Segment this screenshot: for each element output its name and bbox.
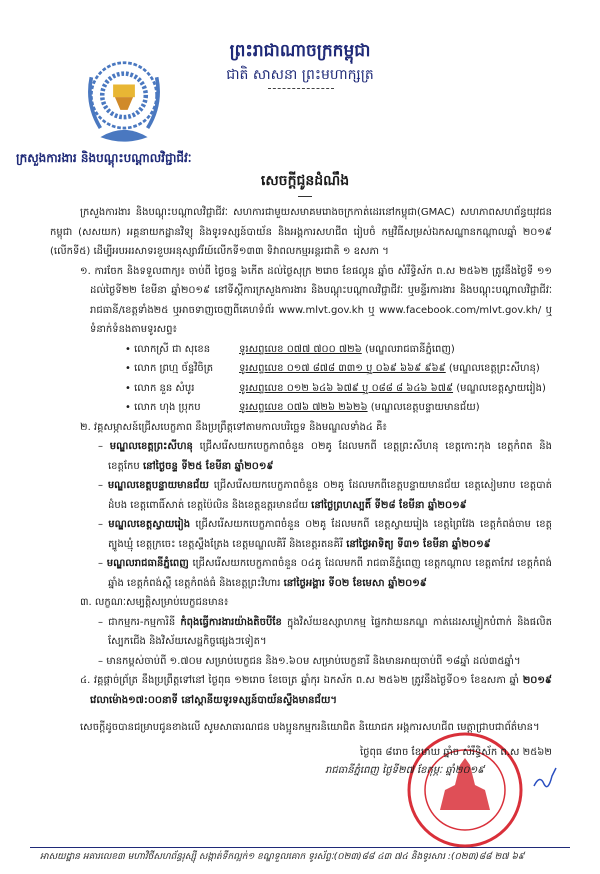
- contact-phone: ទូរសព្ទលេខ ០៧៧ ៧០០ ៧២៦: [239, 343, 362, 355]
- intro-paragraph: ក្រសួងការងារ និងបណ្តុះបណ្តាលវិជ្ជាជីវៈ សហការជាមួយសមាគមរោងចក្រកាត់ដេរនៅកម្ពុជា(GMAC) សហភាពសហព័ន្ធយុវជនកម្ពុជា (សសយក) អគ្គនាយកដ្ឋានវិទ្យុ និងទូរទស្សន៍បាយ័ន និងអង្គការសហជីព រៀបចំ កម្មវិធីសម្រស់ឯកសណ្ឋានកណ្តាលឆ្នាំ ២០១៩ (លើកទី៥) ដើម្បីអបអរសាទរខួបអនុស្សាវរីយ៍លើកទី១៣៣ ទិវាពលកម្មអន្តរជាតិ ១ ឧសភា ។: [50, 207, 552, 257]
- interview-schedule: [50, 437, 552, 593]
- solar-date: រាជធានីភ្នំពេញ ថ្ងៃទី២៧ ខែកុម្ភៈ ឆ្នាំ២០១៩: [325, 764, 485, 776]
- notice-body: [50, 203, 552, 738]
- ministry-name: ក្រសួងការងារ និងបណ្តុះបណ្តាលវិជ្ជាជីវៈ: [16, 151, 192, 165]
- section-4-text: ៤. វគ្គផ្តាច់ព្រ័ត្រ នឹងប្រព្រឹត្តទៅនៅ ថ្ងៃពុធ ១២រោច ខែចេត្រ ឆ្នាំកុរ ឯកស័ក ព.ស ២៥៦២ ត្រូវនឹងថ្ងៃទី០១ ខែឧសភា ឆ្នាំ: [80, 675, 520, 686]
- contact-item: [125, 359, 552, 379]
- req-2-text: មានកម្ពស់ចាប់ពី ១.៧០ម សម្រាប់បេក្ខជន និង១.៦០ម សម្រាប់បេក្ខនារី និងមានអាយុចាប់ពី ១៨ឆ្នាំ ដល់៣៥ឆ្នាំ។: [106, 655, 521, 667]
- schedule-entry: – មណ្ឌលរាជធានីភ្នំពេញ ជ្រើសរើសយកបេក្ខភាពចំនួន ០៤គូ ដែលមកពី រាជធានីភ្នំពេញ ខេត្តកណ្តាល ខេត្តតាកែវ ខេត្តកំពង់ឆ្នាំង ខេត្តកំពង់ស្ពឺ ខេត្តកំពង់ធំ និងខេត្តព្រះវិហារ នៅថ្ងៃអង្គារ ទី០២ ខែមេសា ឆ្នាំ២០១៩: [98, 558, 552, 589]
- schedule-entry: – មណ្ឌលខេត្តបន្ទាយមានជ័យ ជ្រើសរើសយកបេក្ខភាពចំនួន ០២គូ ដែលមកពីខេត្តបន្ទាយមានជ័យ ខេត្តសៀមរាប ខេត្តបាត់ដំបង ខេត្តពោធិ៍សាត់ ខេត្តប៉ៃលិន និងខេត្តឧត្តរមានជ័យ នៅថ្ងៃព្រហស្បតិ៍ ទី២៨ ខែមីនា ឆ្នាំ២០១៩: [98, 480, 552, 511]
- contact-item: [125, 340, 552, 360]
- contact-phone: ទូរសព្ទលេខ ០១២ ៦៤៦ ៦៧៩ ឬ ០៨៨ ៨ ៦៤៦ ៦៧៩: [239, 382, 454, 394]
- section-4: [60, 671, 552, 710]
- contact-center: (មណ្ឌលខេត្តបន្ទាយមានជ័យ): [370, 402, 480, 413]
- signature-block: [0, 742, 600, 847]
- notice-title: សេចក្តីជូនដំណឹង: [260, 173, 350, 189]
- bullet: •: [125, 382, 135, 394]
- contact-name: លោក នួន សំបូរ: [134, 382, 195, 394]
- contact-center: (មណ្ឌលខេត្តព្រះសីហនុ): [448, 363, 540, 374]
- section-2-heading: ២. វគ្គសម្ភាសន៍ជ្រើសបេក្ខភាព នឹងប្រព្រឹត្តទៅតាមកាលបរិច្ឆេទ និងមណ្ឌលទាំង៤ គឺ៖: [80, 421, 387, 433]
- req-1-bold: កំពុងធ្វើការងារយ៉ាងតិចបីខែ: [180, 616, 282, 628]
- schedule-entry: – មណ្ឌលខេត្តស្វាយរៀង ជ្រើសរើសយកបេក្ខភាពចំនួន ០២គូ ដែលមកពី ខេត្តស្វាយរៀង ខេត្តព្រៃវែង ខេត្តកំពង់ចាម ខេត្តត្បូងឃ្មុំ ខេត្តក្រចេះ ខេត្តស្ទឹងត្រែង ខេត្តមណ្ឌលគិរី និងខេត្តរតនគិរី នៅថ្ងៃអាទិត្យ ទី៣១ ខែមីនា ឆ្នាំ២០១៩: [98, 519, 553, 550]
- contact-center: (មណ្ឌលខេត្តស្វាយរៀង): [456, 382, 546, 394]
- footer-address: អាសយដ្ឋាន អគារលេខ៣ មហាវិថីសហព័ន្ធរុស្ស៊ី សង្កាត់ទឹកល្អក់១ ខណ្ឌទួលគោក ទូរស័ព្ទៈ(០២៣)៨៨ ៤៣ ៧៤ និងទូរសារ :(០២៣)៨៨ ២៧ ៦៩: [40, 851, 525, 862]
- center-name: មណ្ឌលខេត្តព្រះសីហនុ: [109, 441, 193, 452]
- section-4-bold: ២០១៩ វេលាម៉ោង១៧:០០នាទី នៅស្តានីយទូរទស្សន៍បាយ័នស្ទឹងមានជ័យ។: [90, 675, 552, 706]
- website-link[interactable]: www.mlvt.gov.kh: [278, 304, 364, 316]
- bullet: •: [125, 363, 135, 374]
- contact-intro: ឬទំនាក់ទំនងតាមទូរសព្ទ៖: [90, 304, 552, 335]
- contact-phone: ទូរសព្ទលេខ ០៧៦ ៧២៦ ២៦២៦: [239, 402, 368, 413]
- center-details: ជ្រើសរើសយកបេក្ខភាពចំនួន ០៤គូ ដែលមកពី រាជធានីភ្នំពេញ ខេត្តកណ្តាល ខេត្តតាកែវ ខេត្តកំពង់ឆ្នាំង ខេត្តកំពង់ស្ពឺ ខេត្តកំពង់ធំ និងខេត្តព្រះវិហារ: [108, 558, 552, 589]
- contact-name: លោក ព្រហ្ម ច័ន្ទវិចិត្រ: [134, 363, 214, 374]
- contact-item: [125, 398, 552, 418]
- bullet: •: [125, 343, 135, 355]
- center-details: ជ្រើសរើសយកបេក្ខភាពចំនួន ០២គូ ដែលមកពី ខេត្តស្វាយរៀង ខេត្តព្រៃវែង ខេត្តកំពង់ចាម ខេត្តត្បូងឃ្មុំ ខេត្តក្រចេះ ខេត្តស្ទឹងត្រែង ខេត្តមណ្ឌលគិរី និងខេត្តរតនគិរី: [108, 519, 553, 550]
- signature: [530, 764, 560, 794]
- req-1-pre: ជាកម្មករ-កម្មការិនី: [108, 616, 176, 628]
- contact-item: [125, 379, 552, 399]
- center-details: ជ្រើសរើសយកបេក្ខភាពចំនួន ០២គូ ដែលមកពី ខេត្តព្រះសីហនុ ខេត្តកោះកុង ខេត្តកំពត និងខេត្តកែប: [108, 441, 552, 472]
- requirement-1: – ជាកម្មករ-កម្មការិនី កំពុងធ្វើការងារយ៉ាងតិចបីខែ ក្នុងវិស័យឧស្សាហកម្ម ផ្ទៃកវាយនភណ្ឌ កាត់ដេរសម្លៀកបំពាក់ និងផលិតស្បែកជើង និងវិស័យសេដ្ឋកិច្ចផ្សេងៗទៀត។: [98, 616, 552, 647]
- closing-paragraph: សេចក្តីដូចបានជម្រាបជូនខាងលើ សូមសាធារណជន បងប្អូនកម្មករនិយោជិត និយោជក អង្គការសហជីព មេត្តាជ្រាបជាព័ត៌មាន។: [80, 722, 540, 733]
- section-3-heading: ៣. លក្ខណៈសម្បត្តិសម្រាប់បេក្ខជនមាន៖: [80, 597, 229, 608]
- center-name: មណ្ឌលខេត្តបន្ទាយមានជ័យ: [107, 480, 209, 491]
- interview-date: នៅថ្ងៃអង្គារ ទី០២ ខែមេសា ឆ្នាំ២០១៩: [283, 577, 427, 589]
- interview-date: នៅថ្ងៃអាទិត្យ ទី៣១ ខែមីនា ឆ្នាំ២០១៩: [346, 538, 491, 550]
- or-text: ឬ: [368, 304, 375, 316]
- kingdom-title: ព្រះរាជាណាចក្រកម្ពុជា: [229, 41, 371, 61]
- center-name: មណ្ឌលរាជធានីភ្នំពេញ: [106, 558, 189, 569]
- requirement-2: – មានកម្ពស់ចាប់ពី ១.៧០ម សម្រាប់បេក្ខជន និង១.៦០ម សម្រាប់បេក្ខនារី និងមានអាយុចាប់ពី ១៨ឆ្នាំ ដល់៣៥ឆ្នាំ។: [98, 655, 521, 667]
- req-1-post: ក្នុងវិស័យឧស្សាហកម្ម ផ្ទៃកវាយនភណ្ឌ កាត់ដេរសម្លៀកបំពាក់ និងផលិតស្បែកជើង និងវិស័យសេដ្ឋកិច្ចផ្សេងៗទៀត។: [108, 616, 552, 647]
- contact-name: លោក ហុង ប្រុកប: [134, 402, 201, 413]
- interview-date: នៅថ្ងៃចន្ទ ទី២៥ ខែមីនា ឆ្នាំ២០១៩: [142, 460, 274, 472]
- center-details: ជ្រើសរើសយកបេក្ខភាពចំនួន ០២គូ ដែលមកពីខេត្តបន្ទាយមានជ័យ ខេត្តសៀមរាប ខេត្តបាត់ដំបង ខេត្តពោធិ៍សាត់ ខេត្តប៉ៃលិន និងខេត្តឧត្តរមានជ័យ: [108, 480, 552, 511]
- section-1-text: ១. ការចែក និងទទួលពាក្យ៖ ចាប់ពី ថ្ងៃចន្ទ ៦កើត ដល់ថ្ងៃសុក្រ ២រោច ខែផល្គុន ឆ្នាំច សំរឹទ្ធិស័ក ព.ស ២៥៦២ ត្រូវនឹងថ្ងៃទី ១១ ដល់ថ្ងៃទី២២ ខែមីនា ឆ្នាំ២០១៩ នៅទីស្តីការក្រសួងការងារ និងបណ្តុះបណ្តាលវិជ្ជាជីវៈ ឬមន្ទីរការងារ និងបណ្តុះបណ្តាលវិជ្ជាជីវៈ រាជធានី/ខេត្តទាំង២៥ ឬអាចទាញចេញពីគេហទំព័រ: [80, 265, 552, 316]
- interview-date: នៅថ្ងៃព្រហស្បតិ៍ ទី២៨ ខែមីនា ឆ្នាំ២០១៩: [311, 499, 467, 511]
- facebook-link[interactable]: www.facebook.com/mlvt.gov.kh/: [379, 304, 542, 316]
- section-1: [60, 262, 552, 340]
- contact-center: (មណ្ឌលរាជធានីភ្នំពេញ): [364, 343, 455, 355]
- national-motto: ជាតិ សាសនា ព្រះមហាក្សត្រ: [226, 67, 374, 83]
- contact-list: [50, 340, 552, 418]
- contact-phone: ទូរសព្ទលេខ ០១៧ ៨៧៨ ៣៣១ ឬ ០៦៩ ៦៦៩ ៩៦៩: [239, 363, 446, 374]
- contact-name: លោកស្រី ជា សុខេន: [134, 343, 211, 355]
- center-name: មណ្ឌលខេត្តស្វាយរៀង: [108, 519, 191, 530]
- schedule-entry: – មណ្ឌលខេត្តព្រះសីហនុ ជ្រើសរើសយកបេក្ខភាពចំនួន ០២គូ ដែលមកពី ខេត្តព្រះសីហនុ ខេត្តកោះកុង ខេត្តកំពត និងខេត្តកែប នៅថ្ងៃចន្ទ ទី២៥ ខែមីនា ឆ្នាំ២០១៩: [98, 441, 552, 472]
- lunar-date: ថ្ងៃពុធ ៨រោច ខែមាឃ ឆ្នាំច សំរឹទ្ធិស័ក ព.ស ២៥៦២: [360, 746, 552, 758]
- bullet: •: [125, 402, 135, 413]
